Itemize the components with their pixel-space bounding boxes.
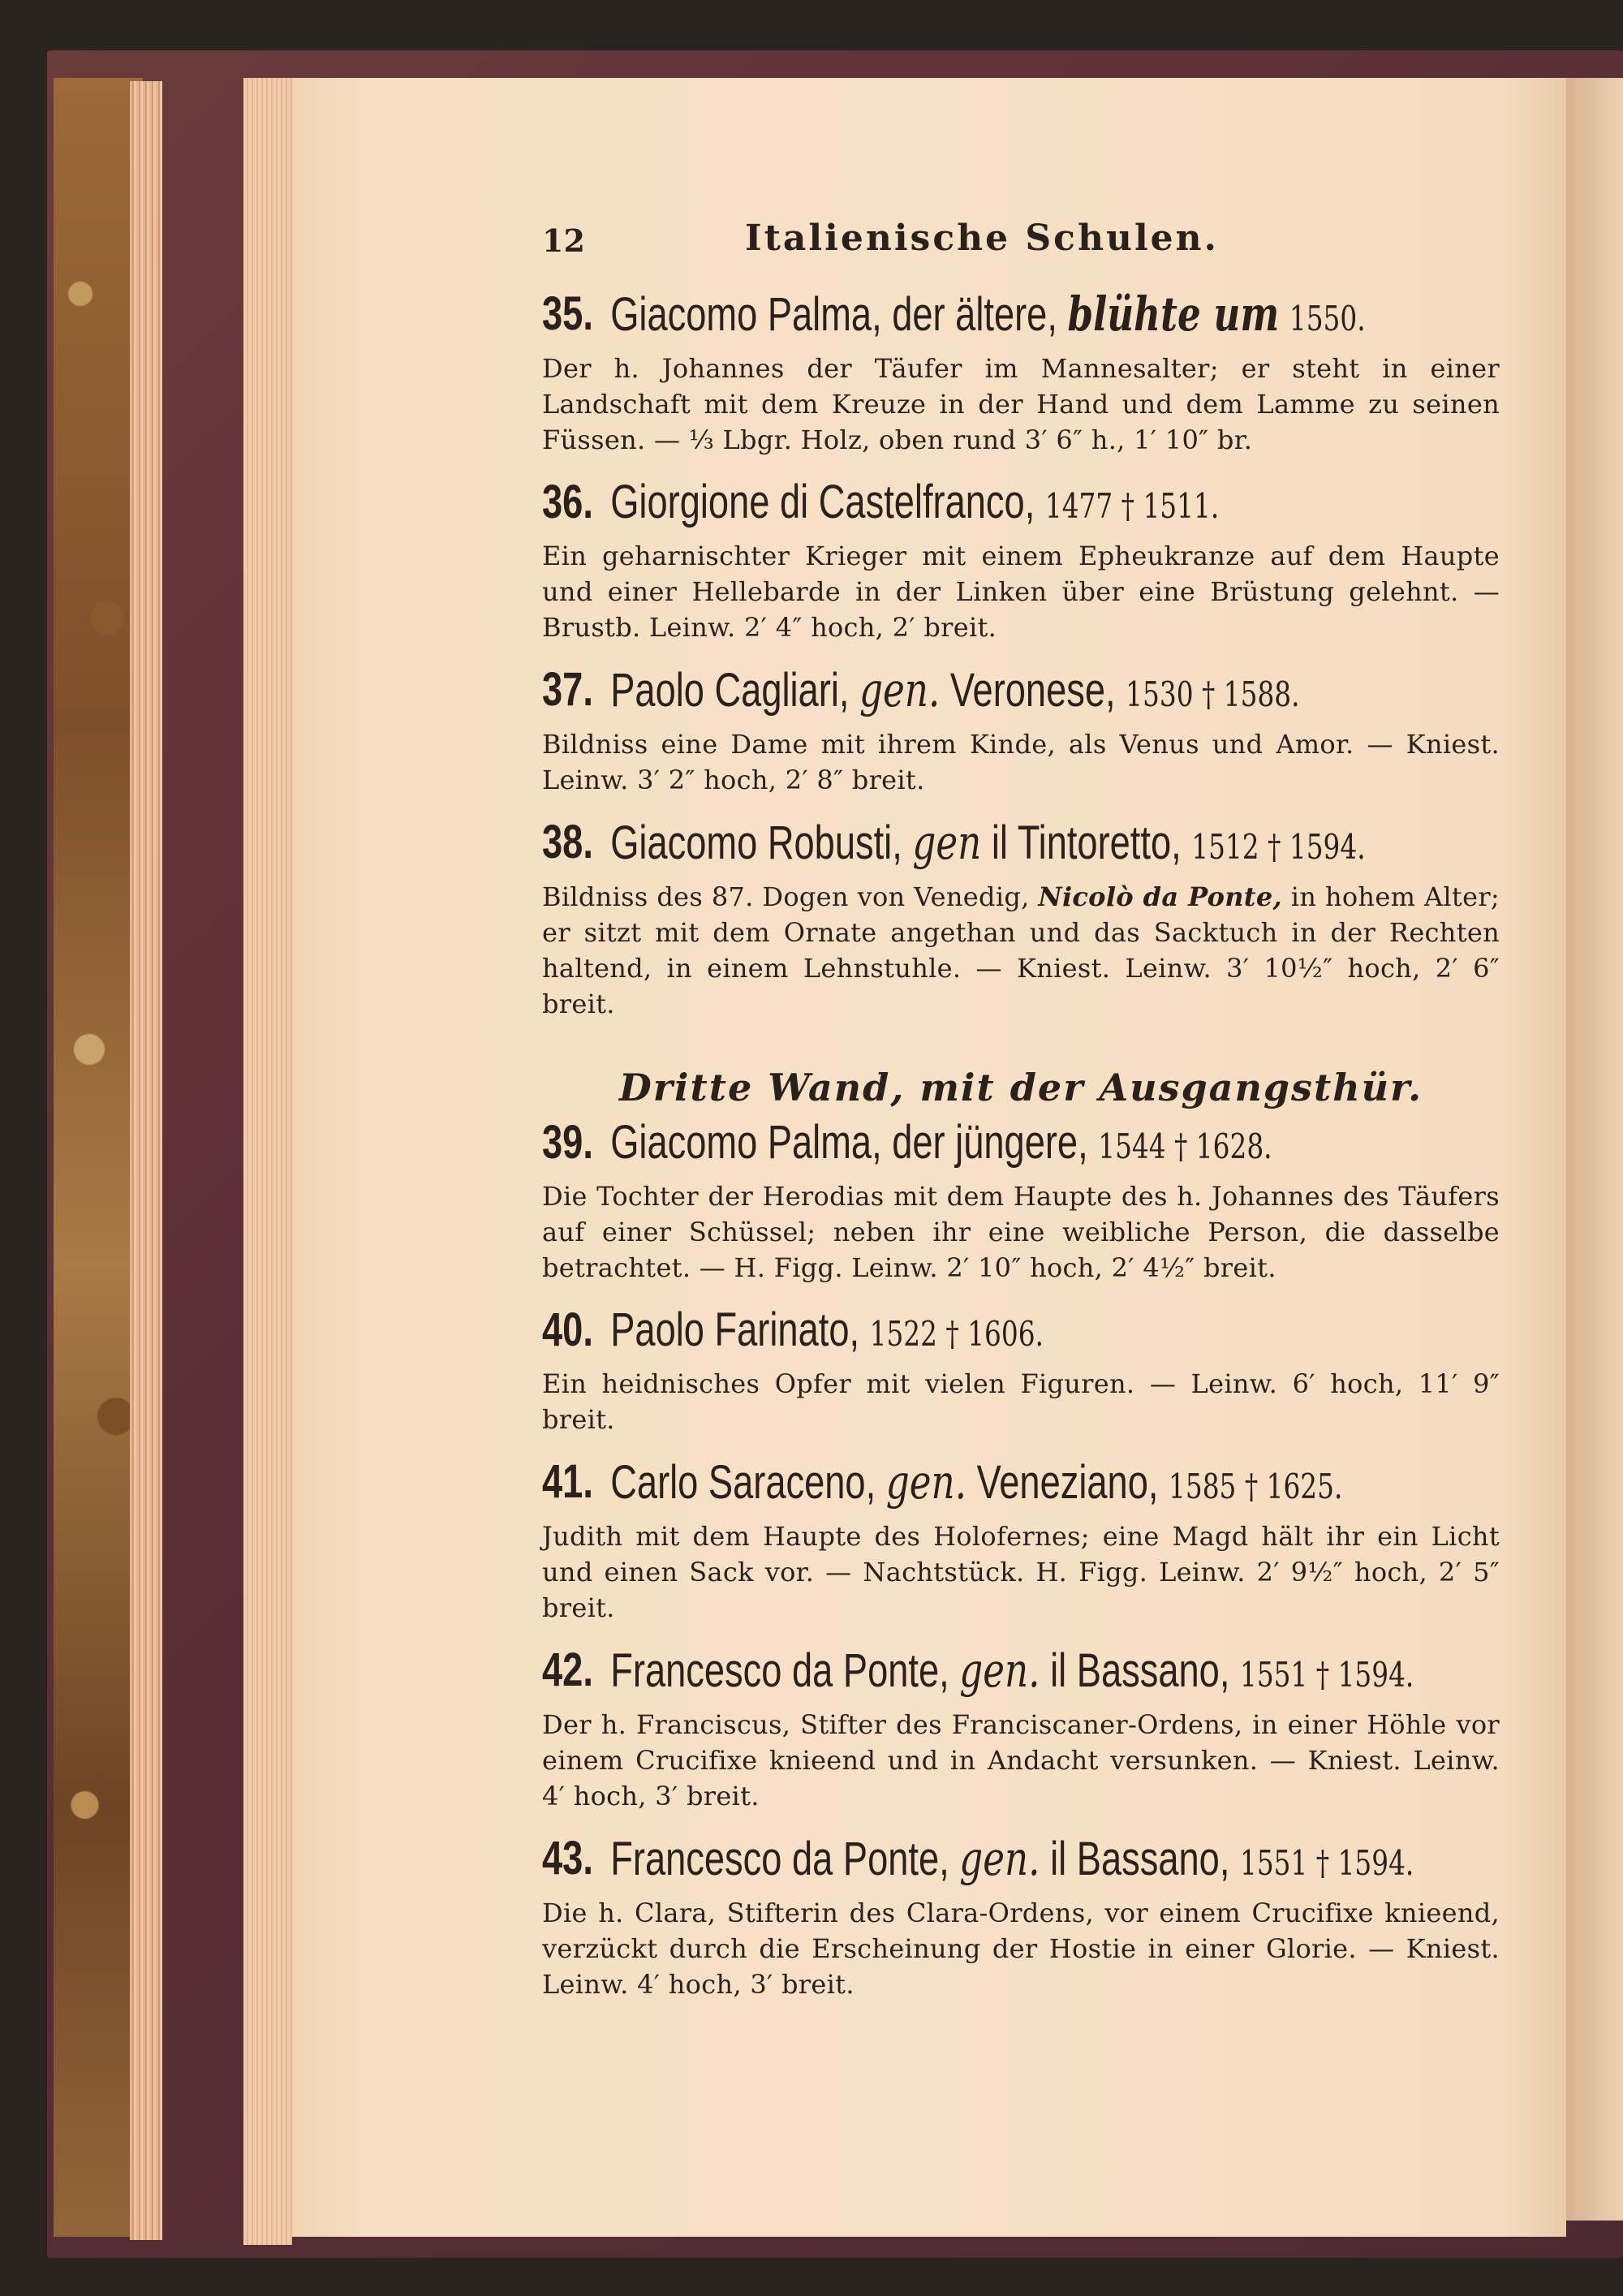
- artist-dates: 1551 † 1594.: [1239, 1843, 1414, 1883]
- gutter: [243, 78, 292, 2245]
- entry-heading: [542, 1114, 1498, 1175]
- entry-description: Ein geharnischter Krieger mit einem Epheukranze auf dem Haupte und einer Hellebarde in der Linken über eine Brüstung gelehnt. — Brustb. Leinw. 2′ 4″ hoch, 2′ breit.: [542, 541, 1500, 643]
- entry-description: Ein heidnisches Opfer mit vielen Figuren. — Leinw. 6′ hoch, 11′ 9″ breit.: [542, 1368, 1500, 1435]
- entry-heading: [542, 1642, 1498, 1704]
- entry-heading: [542, 474, 1498, 535]
- facing-page-edge: [1566, 78, 1623, 2221]
- catalog-entry-43: [542, 1830, 1500, 2002]
- gen-abbrev: gen: [912, 815, 982, 870]
- catalog-entry-39: [542, 1114, 1500, 1286]
- artist-dates: 1550.: [1289, 299, 1366, 338]
- catalog-entry-38: [542, 814, 1500, 1022]
- entry-number: 40.: [542, 1303, 593, 1356]
- artist-name: Francesco da Ponte, gen. il Bassano, 1551 † 1594.: [610, 1831, 1414, 1886]
- page-content: [542, 218, 1500, 2002]
- entry-number: 39.: [542, 1116, 593, 1169]
- entry-description: Bildniss des 87. Dogen von Venedig, Nicolò da Ponte, in hohem Alter; er sitzt mit dem Ornate angethan und das Sacktuch in der Rechten haltend, in einem Lehnstuhle. — Kniest. Leinw. 3′ 10½″ hoch, 2′ 6″ breit.: [542, 881, 1500, 1019]
- entry-description: Der h. Johannes der Täufer im Mannesalter; er steht in einer Landschaft mit dem Kreuze in der Hand und dem Lamme zu seinen Füssen. — ⅓ Lbgr. Holz, oben rund 3′ 6″ h., 1′ 10″ br.: [542, 353, 1500, 455]
- artist-name: Giorgione di Castelfranco, 1477 † 1511.: [610, 476, 1220, 528]
- entry-heading: [542, 1302, 1498, 1363]
- gen-abbrev: gen.: [859, 662, 941, 717]
- artist-qualifier: blühte um: [1067, 286, 1280, 342]
- artist-name: Giacomo Palma, der ältere, blühte um 1550.: [610, 286, 1366, 342]
- page-number: 12: [542, 222, 585, 259]
- artist-name: Paolo Cagliari, gen. Veronese, 1530 † 1588.: [610, 662, 1300, 717]
- entry-number: 37.: [542, 663, 593, 716]
- entry-number: 41.: [542, 1455, 593, 1508]
- section-heading: Dritte Wand, mit der Ausgangsthür.: [618, 1066, 1423, 1109]
- entry-heading: [542, 1830, 1498, 1892]
- artist-dates: 1512 † 1594.: [1191, 827, 1366, 867]
- entry-description: Die h. Clara, Stifterin des Clara-Ordens, vor einem Crucifixe knieend, verzückt durch die Erscheinung der Hostie in einer Glorie. — Kniest. Leinw. 4′ hoch, 3′ breit.: [542, 1898, 1500, 2000]
- artist-dates: 1477 † 1511.: [1044, 486, 1220, 526]
- catalog-entry-41: [542, 1454, 1500, 1626]
- artist-name: Giacomo Robusti, gen il Tintoretto, 1512 † 1594.: [610, 815, 1366, 870]
- entry-description: Bildniss eine Dame mit ihrem Kinde, als Venus und Amor. — Kniest. Leinw. 3′ 2″ hoch, 2′ 8″ breit.: [542, 729, 1500, 795]
- entry-number: 36.: [542, 476, 593, 528]
- page-header: [542, 218, 1500, 269]
- entry-heading: [542, 661, 1498, 723]
- entry-heading: [542, 286, 1498, 347]
- artist-name: Francesco da Ponte, gen. il Bassano, 1551 † 1594.: [610, 1643, 1414, 1698]
- artist-dates: 1530 † 1588.: [1126, 674, 1300, 714]
- entry-number: 38.: [542, 816, 593, 868]
- artist-dates: 1551 † 1594.: [1239, 1655, 1414, 1695]
- page-edges: [130, 81, 162, 2240]
- artist-dates: 1544 † 1628.: [1098, 1126, 1272, 1166]
- artist-dates: 1522 † 1606.: [869, 1314, 1044, 1354]
- entry-number: 35.: [542, 287, 593, 340]
- entry-description: Die Tochter der Herodias mit dem Haupte des h. Johannes des Täufers auf einer Schüssel; neben ihr eine weibliche Person, die dasselbe betrachtet. — H. Figg. Leinw. 2′ 10″ hoch, 2′ 4½″ breit.: [542, 1181, 1500, 1283]
- entry-description: Judith mit dem Haupte des Holofernes; eine Magd hält ihr ein Licht und einen Sack vor. — Nachtstück. H. Figg. Leinw. 2′ 9½″ hoch, 2′ 5″ breit.: [542, 1521, 1500, 1623]
- artist-name: Paolo Farinato, 1522 † 1606.: [610, 1303, 1044, 1356]
- catalog-entry-40: [542, 1302, 1500, 1437]
- artist-dates: 1585 † 1625.: [1169, 1467, 1343, 1506]
- gen-abbrev: gen.: [959, 1831, 1040, 1886]
- catalog-entry-36: [542, 474, 1500, 645]
- catalog-entry-37: [542, 661, 1500, 798]
- gen-abbrev: gen.: [885, 1454, 966, 1510]
- catalog-entry-35: [542, 286, 1500, 458]
- running-title: Italienische Schulen.: [745, 218, 1219, 259]
- entry-heading: [542, 814, 1498, 876]
- artist-name: Giacomo Palma, der jüngere, 1544 † 1628.: [610, 1116, 1272, 1169]
- entry-number: 42.: [542, 1643, 593, 1696]
- catalog-entry-42: [542, 1642, 1500, 1814]
- artist-name: Carlo Saraceno, gen. Veneziano, 1585 † 1625.: [610, 1454, 1343, 1510]
- gen-abbrev: gen.: [959, 1643, 1040, 1698]
- sitter-name: Nicolò da Ponte,: [1038, 881, 1282, 912]
- entry-number: 43.: [542, 1832, 593, 1885]
- entry-description: Der h. Franciscus, Stifter des Franciscaner-Ordens, in einer Höhle vor einem Crucifixe knieend und in Andacht versunken. — Kniest. Leinw. 4′ hoch, 3′ breit.: [542, 1709, 1500, 1811]
- entry-heading: [542, 1454, 1498, 1515]
